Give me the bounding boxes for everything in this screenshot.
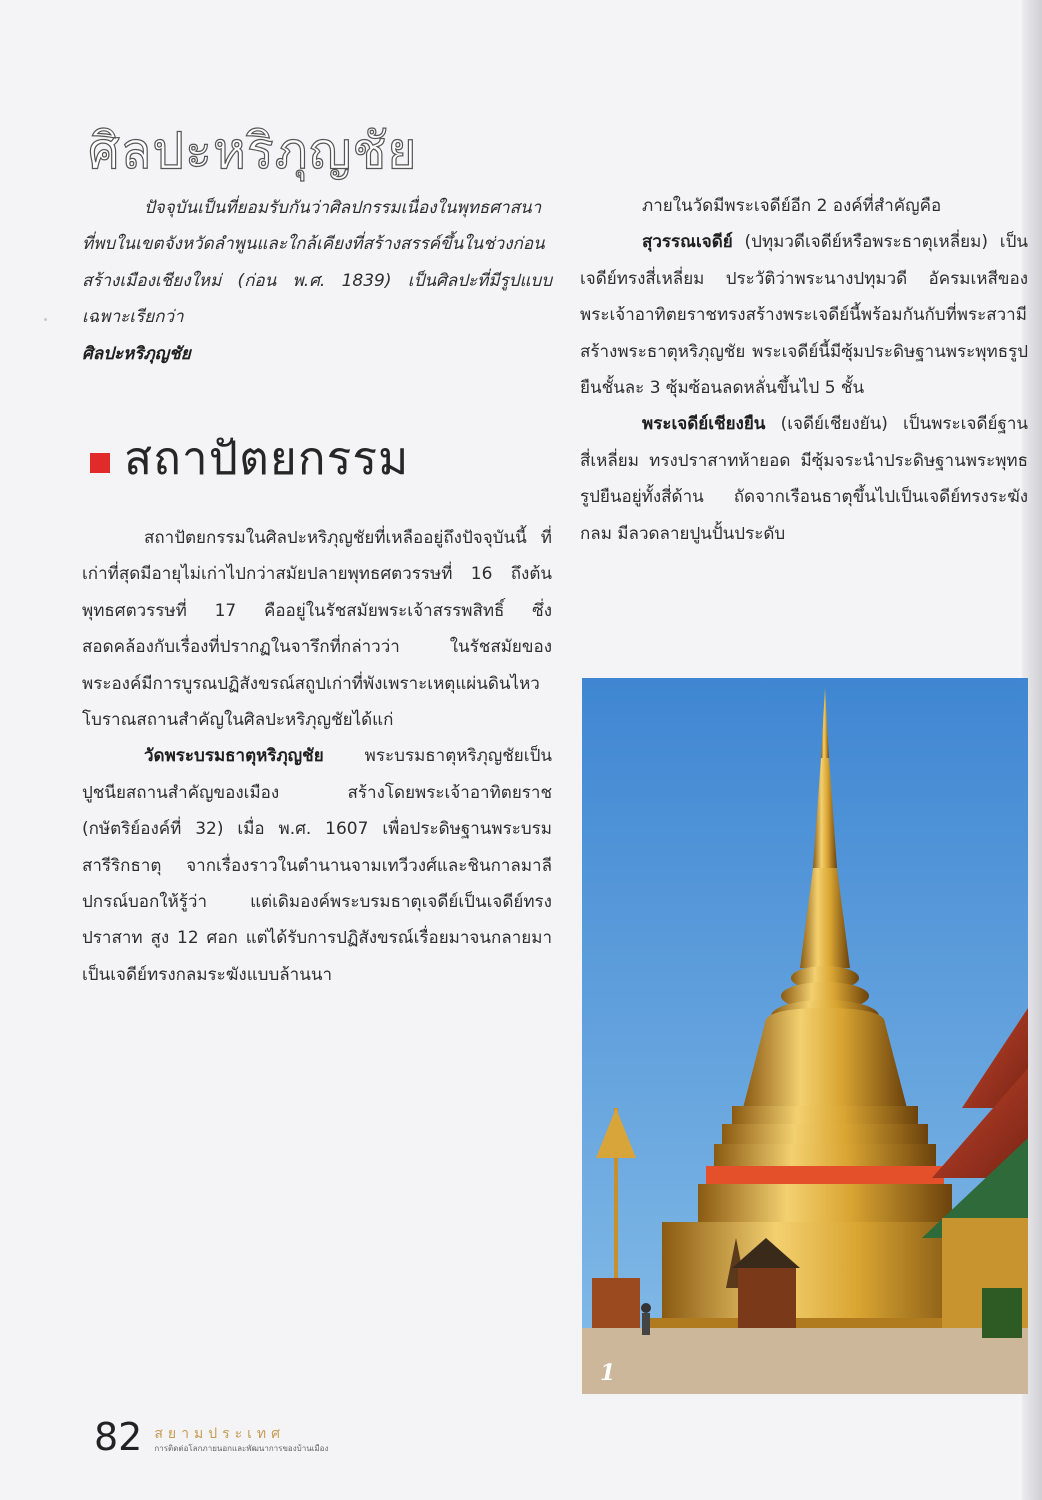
small-pavilion [738,1268,796,1328]
chedi-base [662,1222,988,1332]
chedi-illustration [582,678,1028,1394]
tier-4 [698,1184,952,1224]
red-square-icon [90,453,110,473]
body-paragraph-4-text: (ปทุมวดีเจดีย์หรือพระธาตุเหลี่ยม) เป็นเจดีย์ทรงสี่เหลี่ยม ประวัติว่าพระนางปทุมวดี อัครมเหสีของพระเจ้าอาทิตยราชทรงสร้างพระเจดีย์นี้พร้อมกันกับที่พระสวามีสร้างพระธาตุหริภุญชัย พระเจดีย์นี้มีซุ้มประดิษฐานพระพุทธรูปยืนชั้นละ 3 ซุ้มซ้อนลดหลั่นขึ้นไป 5 ชั้น [580,232,1028,399]
temple-name: วัดพระบรมธาตุหริภุญชัย [144,746,324,767]
publication-block [154,1425,328,1456]
chiang-yuen-chedi-name: พระเจดีย์เชียงยืน [642,414,766,435]
body-paragraph-4 [580,224,1028,406]
chedi-photo [582,678,1028,1394]
bell [743,1008,907,1108]
body-paragraph-1: สถาปัตยกรรมในศิลปะหริภุญชัยที่เหลืออยู่ถึงปัจจุบันนี้ ที่เก่าที่สุดมีอายุไม่เก่าไปกว่าสมัยปลายพุทธศตวรรษที่ 16 ถึงต้นพุทธศตวรรษที่ 17 คืออยู่ในรัชสมัยพระเจ้าสรรพสิทธิ์ ซึ่งสอดคล้องกับเรื่องที่ปรากฏในจารึกที่กล่าวว่า ในรัชสมัยของพระองค์มีการบูรณปฏิสังขรณ์สถูปเก่าที่พังเพราะเหตุแผ่นดินไหว โบราณสถานสำคัญในศิลปะหริภุญชัยได้แก่ [82,528,552,731]
body-paragraph-5-text: (เจดีย์เชียงยัน) เป็นพระเจดีย์ฐานสี่เหลี่ยม ทรงปราสาทห้ายอด มีซุ้มจระนำประดิษฐานพระพุทธรูปยืนอยู่ทั้งสี่ด้าน ถัดจากเรือนธาตุขึ้นไปเป็นเจดีย์ทรงระฆังกลม มีลวดลายปูนปั้นประดับ [580,414,1028,544]
right-column-body [580,188,1028,552]
publication-name: สยามประเทศ [154,1426,286,1442]
intro-text: ปัจจุบันเป็นที่ยอมรับกันว่าศิลปกรรมเนื่องในพุทธศาสนาที่พบในเขตจังหวัดลำพูนและใกล้เคียงที่สร้างสรรค์ขึ้นในช่วงก่อนสร้างเมืองเชียงใหม่ (ก่อน พ.ศ. 1839) เป็นศิลปะที่มีรูปแบบเฉพาะเรียกว่า [82,198,552,328]
person-body [642,1313,650,1335]
body-paragraph-2-text: พระบรมธาตุหริภุญชัยเป็นปูชนียสถานสำคัญของเมือง สร้างโดยพระเจ้าอาทิตยราช (กษัตริย์องค์ที่ 32) เมื่อ พ.ศ. 1607 เพื่อประดิษฐานพระบรมสารีริกธาตุ จากเรื่องราวในตำนานจามเทวีวงศ์และชินกาลมาลีปกรณ์บอกให้รู้ว่า แต่เดิมองค์พระบรมธาตุเจดีย์เป็นเจดีย์ทรงปราสาท สูง 12 ศอก แต่ได้รับการปฏิสังขรณ์เรื่อยมาจนกลายมาเป็นเจดีย์ทรงกลมระฆังแบบล้านนา [82,746,552,985]
shrub [982,1288,1022,1338]
ground [582,1328,1028,1394]
section-heading-text: สถาปัตยกรรม [124,431,410,485]
photo-number: 1 [600,1360,616,1386]
intro-block [82,190,552,372]
suwan-chedi-name: สุวรรณเจดีย์ [642,232,733,253]
intro-paragraph [82,190,552,372]
section-heading [90,422,409,495]
orange-band [706,1166,944,1186]
person [641,1303,651,1313]
body-paragraph-3: ภายในวัดมีพระเจดีย์อีก 2 องค์ที่สำคัญคือ [642,196,942,216]
page-footer [94,1415,329,1459]
publication-tagline: การติดต่อโลกภายนอกและพัฒนาการของบ้านเมือง [154,1444,329,1453]
left-column-body [82,520,552,993]
page-number: 82 [94,1415,143,1459]
tier-3 [714,1144,936,1168]
page-title: ศิลปะหริภุญชัย [88,122,418,180]
tier-2 [722,1124,928,1146]
body-paragraph-2 [82,738,552,993]
scan-speck [44,318,47,321]
body-paragraph-5 [580,406,1028,552]
intro-bold-term: ศิลปะหริภุญชัย [82,343,191,364]
tier-1 [732,1106,918,1126]
